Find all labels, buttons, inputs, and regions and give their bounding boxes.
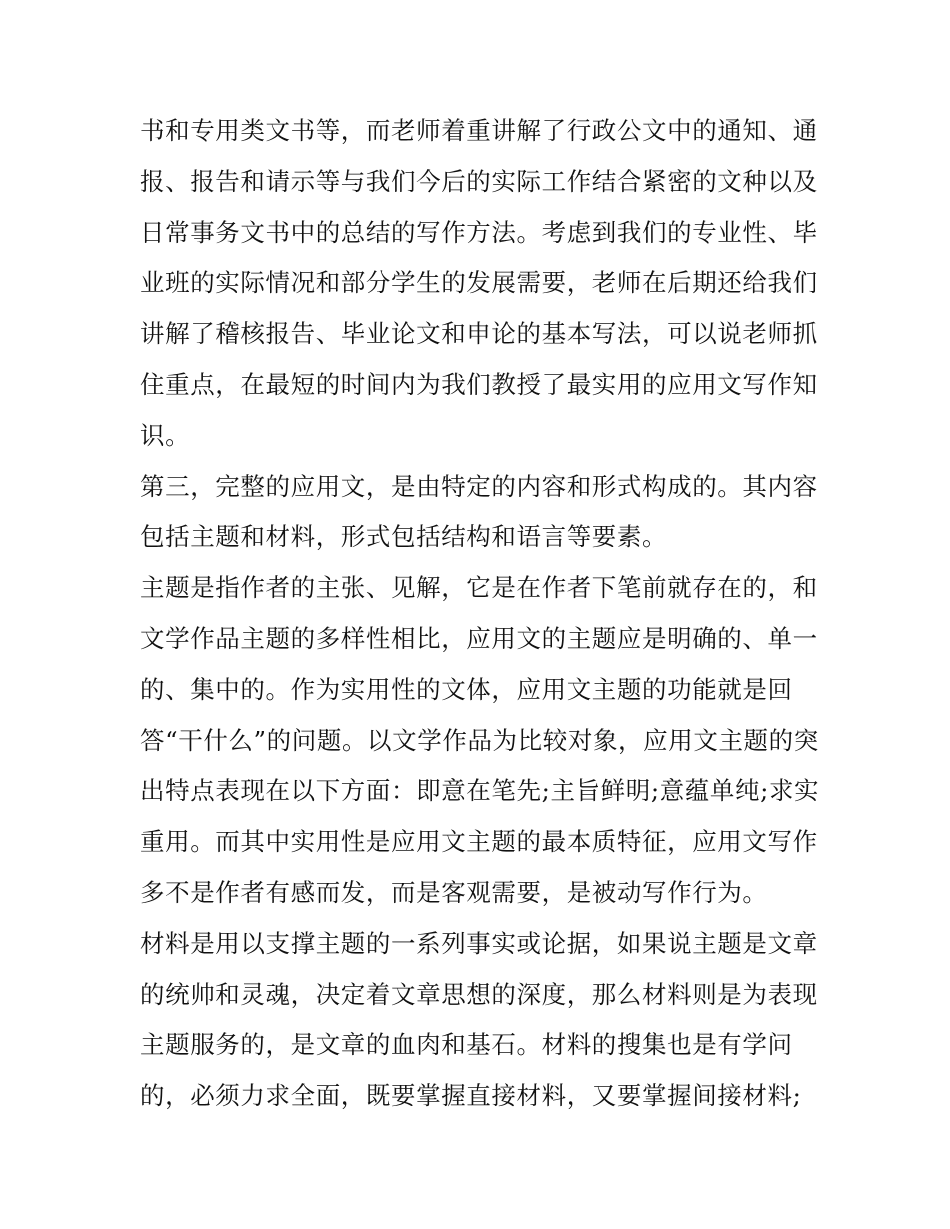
text-line: 书和专用类文书等，而老师着重讲解了行政公文中的通知、通	[140, 116, 818, 145]
text-line: 材料是用以支撑主题的一系列事实或论据，如果说主题是文章	[140, 928, 818, 958]
text-line: 住重点，在最短的时间内为我们教授了最实用的应用文写作知	[140, 369, 818, 399]
text-line: 主题服务的，是文章的血肉和基石。材料的搜集也是有学问	[140, 1030, 793, 1060]
text-line: 第三，完整的应用文，是由特定的内容和形式构成的。其内容	[140, 471, 818, 501]
text-line: 文学作品主题的多样性相比，应用文的主题应是明确的、单一	[140, 623, 818, 653]
text-line: 报、报告和请示等与我们今后的实际工作结合紧密的文种以及	[140, 166, 818, 196]
text-line: 业班的实际情况和部分学生的发展需要，老师在后期还给我们	[140, 268, 818, 298]
text-line: 的、集中的。作为实用性的文体，应用文主题的功能就是回	[140, 674, 793, 704]
text-line: 讲解了稽核报告、毕业论文和申论的基本写法，可以说老师抓	[140, 319, 818, 349]
text-line: 日常事务文书中的总结的写作方法。考虑到我们的专业性、毕	[140, 217, 818, 247]
text-line: 的，必须力求全面，既要掌握直接材料，又要掌握间接材料;	[140, 1081, 802, 1111]
text-line: 多不是作者有感而发，而是客观需要，是被动写作行为。	[140, 877, 768, 907]
text-line: 包括主题和材料，形式包括结构和语言等要素。	[140, 522, 668, 552]
text-line: 出特点表现在以下方面：即意在笔先;主旨鲜明;意蕴单纯;求实	[140, 776, 820, 806]
text-line: 答“干什么”的问题。以文学作品为比较对象，应用文主题的突	[140, 725, 819, 755]
body-text	[140, 106, 820, 1122]
text-line: 重用。而其中实用性是应用文主题的最本质特征，应用文写作	[140, 827, 818, 857]
text-line: 主题是指作者的主张、见解，它是在作者下笔前就存在的，和	[140, 573, 818, 603]
text-line: 的统帅和灵魂，决定着文章思想的深度，那么材料则是为表现	[140, 979, 818, 1009]
text-line: 识。	[140, 420, 191, 450]
